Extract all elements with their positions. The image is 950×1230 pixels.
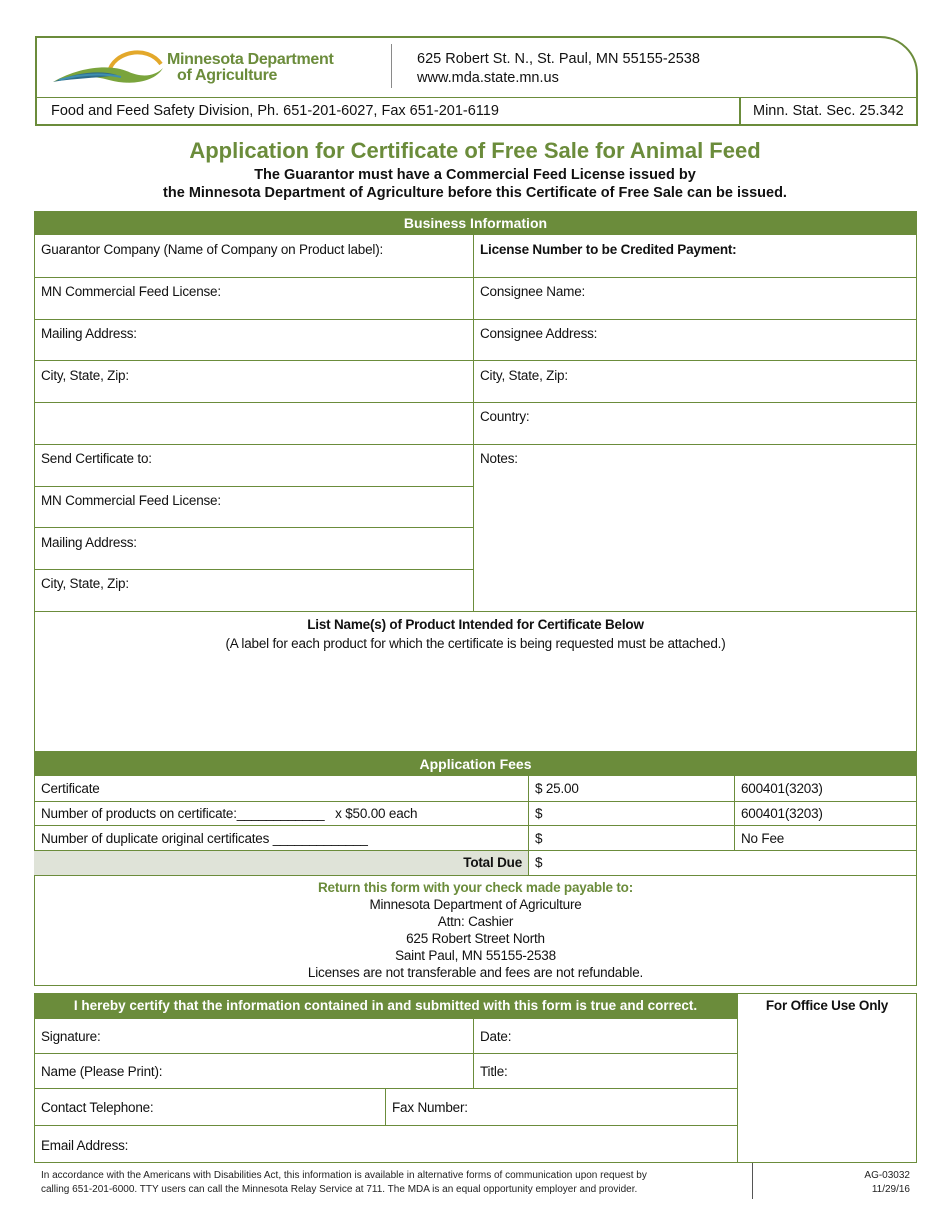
mda-logo-text: Minnesota Department of Agriculture	[167, 51, 334, 84]
product-list-note: (A label for each product for which the certificate is being requested must be attached.)	[225, 636, 726, 651]
form-title: Application for Certificate of Free Sale for Animal Feed	[189, 138, 761, 163]
send-mn-license-field[interactable]: MN Commercial Feed License:	[41, 493, 221, 508]
signature-field[interactable]: Signature:	[41, 1029, 101, 1044]
mn-feed-license-field[interactable]: MN Commercial Feed License:	[41, 284, 221, 299]
send-city-state-zip-field[interactable]: City, State, Zip:	[41, 576, 129, 591]
subtitle-line2: the Minnesota Department of Agriculture before this Certificate of Free Sale can be issued.	[163, 185, 787, 201]
fee-products-label[interactable]: Number of products on certificate:____________ x $50.00 each	[41, 806, 418, 821]
subtitle-line1: The Guarantor must have a Commercial Feed License issued by	[254, 167, 696, 183]
office-use-label: For Office Use Only	[765, 998, 889, 1013]
return-line2: Attn: Cashier	[437, 914, 514, 929]
country-field[interactable]: Country:	[480, 409, 530, 424]
product-list-heading: List Name(s) of Product Intended for Certificate Below	[307, 617, 644, 632]
license-number-field[interactable]: License Number to be Credited Payment:	[480, 242, 737, 257]
date-field[interactable]: Date:	[480, 1029, 512, 1044]
form-number: AG-03032 11/29/16	[864, 1170, 910, 1195]
notes-field[interactable]: Notes:	[480, 451, 518, 466]
certification-heading: I hereby certify that the information contained in and submitted with this form is true and correct.	[34, 993, 737, 1019]
return-line3: 625 Robert Street North	[406, 931, 545, 946]
consignee-name-field[interactable]: Consignee Name:	[480, 284, 586, 299]
division-contact: Food and Feed Safety Division, Ph. 651-201-6027, Fax 651-201-6119	[51, 103, 499, 119]
city-state-zip-field[interactable]: City, State, Zip:	[41, 368, 129, 383]
name-print-field[interactable]: Name (Please Print):	[41, 1064, 163, 1079]
title-field[interactable]: Title:	[480, 1064, 508, 1079]
fee-products-amount[interactable]: $	[535, 806, 543, 821]
return-line4: Saint Paul, MN 55155-2538	[395, 948, 556, 963]
fee-duplicates-code: No Fee	[741, 831, 785, 846]
header	[35, 36, 918, 126]
mda-logo-icon	[51, 42, 169, 88]
statute-reference: Minn. Stat. Sec. 25.342	[753, 103, 904, 119]
guarantor-company-field[interactable]: Guarantor Company (Name of Company on Product label):	[41, 242, 384, 257]
ada-statement: In accordance with the Americans with Disabilities Act, this information is available in alternative forms of communication upon request by calling 651-201-6000. TTY users can call the Minnesota Relay Service at 711. The MDA is an equal opportunity employer and provider.	[41, 1170, 647, 1195]
mailing-address-field[interactable]: Mailing Address:	[41, 326, 137, 341]
fee-products-code: 600401(3203)	[741, 806, 823, 821]
return-heading: Return this form with your check made payable to:	[317, 880, 633, 895]
application-fees-heading: Application Fees	[34, 752, 917, 776]
total-due-amount[interactable]: $	[535, 855, 543, 870]
fee-duplicates-amount[interactable]: $	[535, 831, 543, 846]
return-line5: Licenses are not transferable and fees are not refundable.	[307, 965, 644, 980]
product-list-area[interactable]	[40, 656, 910, 746]
return-line1: Minnesota Department of Agriculture	[369, 897, 582, 912]
fee-certificate-code: 600401(3203)	[741, 781, 823, 796]
agency-address: 625 Robert St. N., St. Paul, MN 55155-2538 www.mda.state.mn.us	[417, 51, 700, 86]
fee-certificate-label: Certificate	[41, 781, 100, 796]
email-address-field[interactable]: Email Address:	[41, 1138, 129, 1153]
fee-certificate-amount: $ 25.00	[535, 781, 579, 796]
total-due-label: Total Due	[463, 855, 522, 870]
contact-telephone-field[interactable]: Contact Telephone:	[41, 1100, 154, 1115]
fax-number-field[interactable]: Fax Number:	[392, 1100, 468, 1115]
consignee-address-field[interactable]: Consignee Address:	[480, 326, 598, 341]
fee-duplicates-label[interactable]: Number of duplicate original certificates _____________	[41, 831, 368, 846]
send-certificate-field[interactable]: Send Certificate to:	[41, 451, 152, 466]
business-info-heading: Business Information	[34, 211, 917, 235]
consignee-city-field[interactable]: City, State, Zip:	[480, 368, 568, 383]
send-mailing-address-field[interactable]: Mailing Address:	[41, 535, 137, 550]
